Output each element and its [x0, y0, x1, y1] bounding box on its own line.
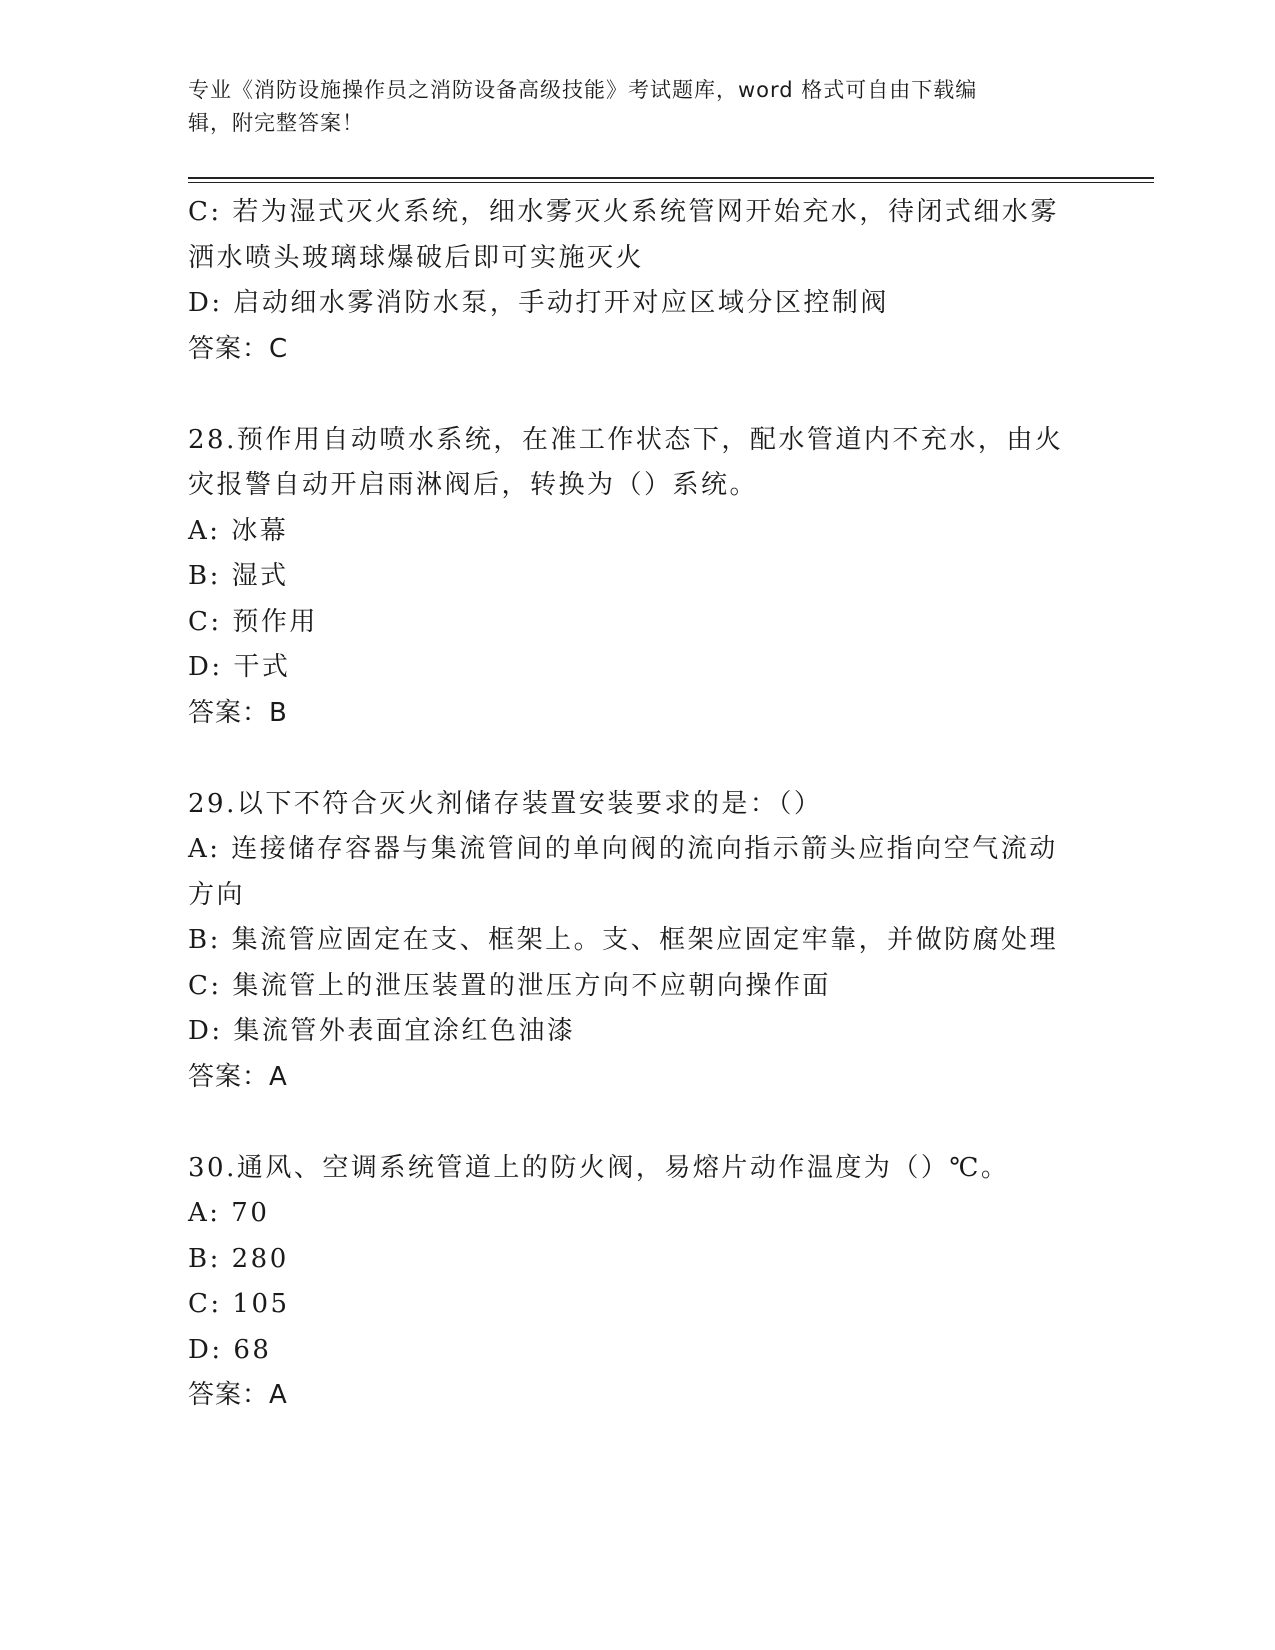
- option-b: B: 280: [188, 1243, 289, 1274]
- option-c: C: 若为湿式灭火系统，细水雾灭火系统管网开始充水，待闭式细水雾: [188, 197, 1059, 227]
- option-b: B: 湿式: [188, 561, 289, 591]
- option-d: D: 集流管外表面宜涂红色油漆: [188, 1016, 576, 1046]
- option-d: D: 干式: [188, 652, 291, 682]
- question-30: [188, 1146, 1088, 1419]
- question-29: [188, 782, 1088, 1101]
- option-d: D: 68: [188, 1334, 272, 1365]
- spacer: [188, 736, 1088, 782]
- carryover-question: [188, 190, 1088, 372]
- question-stem: 30.通风、空调系统管道上的防火阀，易熔片动作温度为（）℃。: [188, 1152, 1010, 1183]
- spacer: [188, 1100, 1088, 1146]
- document-header: [188, 74, 1068, 140]
- answer-line: 答案：A: [188, 1061, 288, 1092]
- option-c-continued: 洒水喷头玻璃球爆破后即可实施灭火: [188, 242, 645, 273]
- question-28: [188, 418, 1088, 737]
- option-b: B: 集流管应固定在支、框架上。支、框架应固定牢靠，并做防腐处理: [188, 925, 1059, 955]
- header-line-2: 辑，附完整答案！: [188, 111, 364, 135]
- header-rule-thick: [188, 177, 1154, 179]
- question-stem: 28.预作用自动喷水系统，在准工作状态下，配水管道内不充水，由火: [188, 424, 1064, 455]
- spacer: [188, 372, 1088, 418]
- option-d: D: 启动细水雾消防水泵，手动打开对应区域分区控制阀: [188, 288, 889, 318]
- option-c: C: 预作用: [188, 606, 318, 637]
- option-a: A: 冰幕: [188, 515, 289, 546]
- option-a-continued: 方向: [188, 879, 246, 910]
- option-a: A: 连接储存容器与集流管间的单向阀的流向指示箭头应指向空气流动: [188, 834, 1058, 864]
- option-c: C: 集流管上的泄压装置的泄压方向不应朝向操作面: [188, 970, 831, 1001]
- question-stem-continued: 灾报警自动开启雨淋阀后，转换为（）系统。: [188, 470, 759, 500]
- option-a: A: 70: [188, 1198, 270, 1228]
- option-c: C: 105: [188, 1289, 290, 1319]
- answer-line: 答案：B: [188, 697, 288, 728]
- question-stem: 29.以下不符合灭火剂储存装置安装要求的是：（）: [188, 788, 823, 819]
- question-content: [188, 190, 1088, 1419]
- header-rule-thin: [188, 182, 1154, 183]
- answer-line: 答案：C: [188, 333, 289, 364]
- answer-line: 答案：A: [188, 1380, 288, 1410]
- header-line-1: 专业《消防设施操作员之消防设备高级技能》考试题库，word 格式可自由下载编: [188, 78, 978, 102]
